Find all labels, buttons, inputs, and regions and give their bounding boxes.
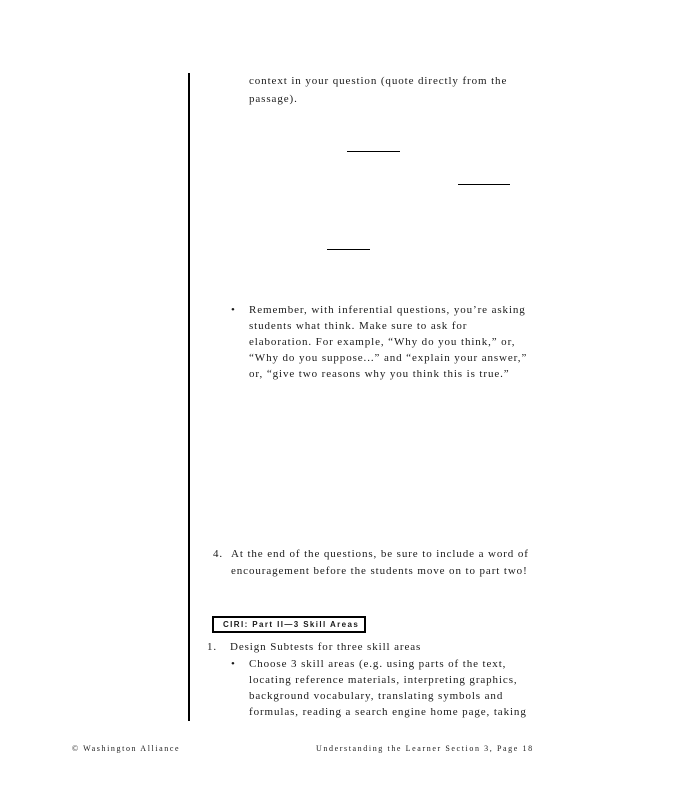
list-number: 4.: [213, 548, 224, 560]
bullet-marker: •: [231, 658, 235, 670]
bullet-line: Remember, with inferential questions, you’re asking: [249, 304, 526, 316]
footer-page-info: Understanding the Learner Section 3, Page 18: [316, 744, 534, 753]
margin-rule: [188, 73, 190, 721]
bullet-line: “Why do you suppose...” and “explain your answer,”: [249, 352, 528, 364]
answer-blank: [458, 184, 510, 185]
bullet-line: formulas, reading a search engine home page, taking: [249, 706, 527, 718]
section-heading-box: CIRI: Part II—3 Skill Areas: [212, 616, 366, 633]
bullet-line: Choose 3 skill areas (e.g. using parts of the text,: [249, 658, 507, 670]
list-number: 1.: [207, 641, 218, 653]
list-item-line: Design Subtests for three skill areas: [230, 641, 422, 653]
bullet-marker: •: [231, 304, 235, 316]
answer-blank: [347, 151, 400, 152]
paragraph-line: passage).: [249, 93, 298, 105]
bullet-line: or, “give two reasons why you think this is true.”: [249, 368, 510, 380]
bullet-line: students what think. Make sure to ask for: [249, 320, 468, 332]
bullet-line: elaboration. For example, “Why do you think,” or,: [249, 336, 516, 348]
list-item-line: At the end of the questions, be sure to include a word of: [231, 548, 529, 560]
answer-blank: [327, 249, 370, 250]
bullet-line: background vocabulary, translating symbols and: [249, 690, 504, 702]
list-item-line: encouragement before the students move on to part two!: [231, 565, 528, 577]
footer-copyright: © Washington Alliance: [72, 744, 181, 753]
bullet-line: locating reference materials, interpreting graphics,: [249, 674, 518, 686]
paragraph-line: context in your question (quote directly from the: [249, 75, 508, 87]
